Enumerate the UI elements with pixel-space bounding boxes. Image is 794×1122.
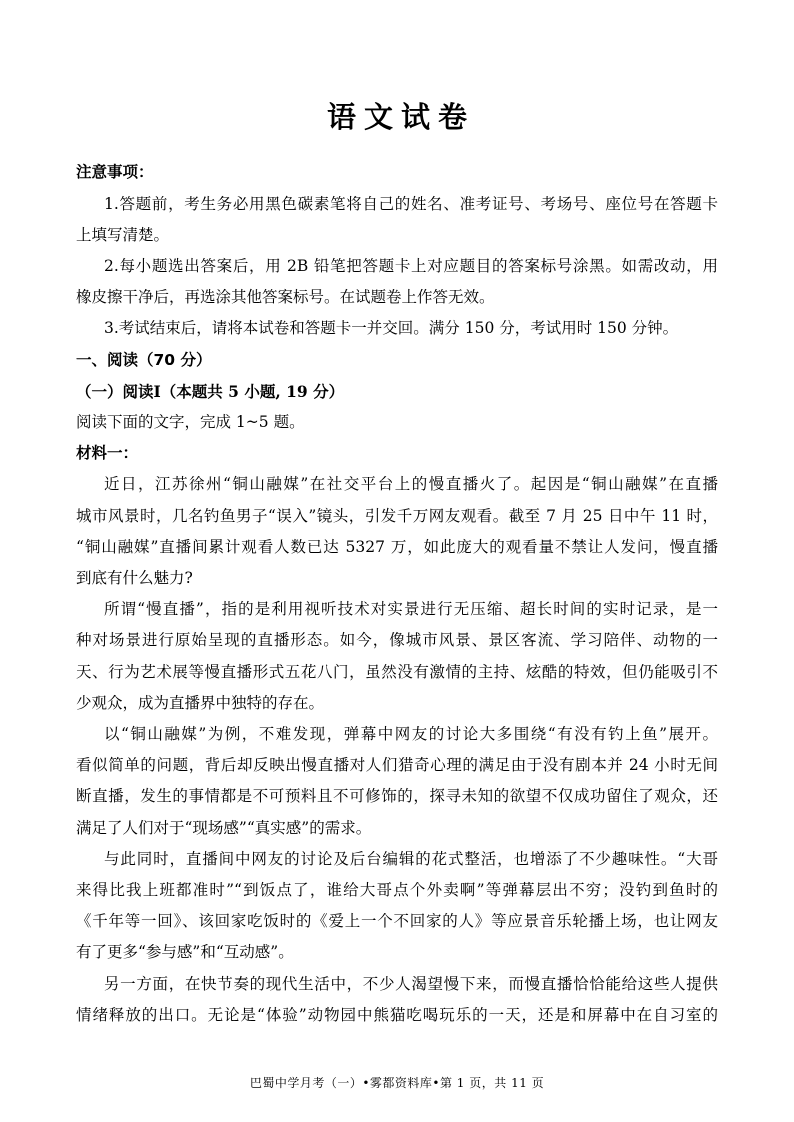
paragraph-1-line-1: 近日，江苏徐州“铜山融媒”在社交平台上的慢直播火了。起因是“铜山融媒”在直播 <box>104 475 718 494</box>
notice-item-3 <box>76 313 718 344</box>
paragraph-5-line-2: 情绪释放的出口。无论是“体验”动物园中熊猫吃喝玩乐的一天，还是和屏幕中在自习室的 <box>76 1005 718 1024</box>
paragraph-3-line-1: 以“铜山融媒”为例，不难发现，弹幕中网友的讨论大多围绕“有没有钓上鱼”展开。 <box>104 725 718 744</box>
section-heading: 一、阅读（70 分） <box>76 350 212 369</box>
paragraph-2-line-3: 天、行为艺术展等慢直播形式五花八门，虽然没有激情的主持、炫酷的特效，但仍能吸引不 <box>76 662 718 681</box>
paragraph-1-line-2: 城市风景时，几名钓鱼男子“误入”镜头，引发千万网友观看。截至 7 月 25 日中午 11 时， <box>76 506 718 525</box>
notice-item-1-line-1: 1.答题前，考生务必用黑色碳素笔将自己的姓名、准考证号、考场号、座位号在答题卡 <box>104 194 718 213</box>
paragraph-1-line-4: 到底有什么魅力? <box>76 569 193 588</box>
notice-item-1-line-2: 上填写清楚。 <box>76 225 170 244</box>
paragraph-4-line-1: 与此同时，直播间中网友的讨论及后台编辑的花式整活，也增添了不少趣味性。“大哥 <box>104 849 718 868</box>
reading-instruction: 阅读下面的文字，完成 1~5 题。 <box>76 413 305 432</box>
paragraph-2-line-4: 少观众，成为直播界中独特的存在。 <box>76 693 325 712</box>
paragraph-3-line-2: 看似简单的问题，背后却反映出慢直播对人们猎奇心理的满足由于没有剧本并 24 小时无间 <box>76 756 718 775</box>
material-paragraph-4 <box>76 844 718 969</box>
notice-heading: 注意事项： <box>76 163 154 182</box>
paragraph-4-line-2: 来得比我上班都准时”“到饭点了，谁给大哥点个外卖啊”等弹幕层出不穷；没钓到鱼时的 <box>76 881 718 900</box>
paragraph-1-line-3: “铜山融媒”直播间累计观看人数已达 5327 万，如此庞大的观看量不禁让人发问，慢直播 <box>76 537 718 556</box>
notice-item-3-line-1: 3.考试结束后，请将本试卷和答题卡一并交回。满分 150 分，考试用时 150 分钟。 <box>104 319 679 338</box>
material-paragraph-2 <box>76 594 718 719</box>
notice-item-2-line-2: 橡皮擦干净后，再选涂其他答案标号。在试题卷上作答无效。 <box>76 288 495 307</box>
exam-title: 语文试卷 <box>326 100 475 134</box>
material-paragraph-1 <box>76 469 718 594</box>
paragraph-2-line-2: 种对场景进行原始呈现的直播形态。如今，像城市风景、景区客流、学习陪伴、动物的一 <box>76 631 718 650</box>
notice-item-2 <box>76 251 718 313</box>
notice-item-2-line-1: 2.每小题选出答案后，用 2B 铅笔把答题卡上对应题目的答案标号涂黑。如需改动，用 <box>104 257 718 275</box>
section-subheading: （一）阅读Ⅰ（本题共 5 小题, 19 分） <box>76 381 345 401</box>
page-body <box>76 157 718 1031</box>
material-paragraph-5 <box>76 969 718 1031</box>
notice-item-1 <box>76 189 718 251</box>
page-footer: 巴蜀中学月考（一）•雾都资料库•第 1 页，共 11 页 <box>249 1076 545 1090</box>
paragraph-3-line-4: 满足了人们对于“现场感”“真实感”的需求。 <box>76 818 372 837</box>
material-label: 材料一： <box>76 444 139 463</box>
paragraph-5-line-1: 另一方面，在快节奏的现代生活中，不少人渴望慢下来，而慢直播恰恰能给这些人提供 <box>104 974 718 993</box>
material-paragraph-3 <box>76 719 718 844</box>
paragraph-4-line-4: 有了更多“参与感”和“互动感”。 <box>76 943 294 962</box>
paragraph-2-line-1: 所谓“慢直播”，指的是利用视听技术对实景进行无压缩、超长时间的实时记录，是一 <box>104 600 718 619</box>
paragraph-4-line-3: 《千年等一回》、该回家吃饭时的《爱上一个不回家的人》等应景音乐轮播上场，也让网友 <box>76 912 718 931</box>
paragraph-3-line-3: 断直播，发生的事情都是不可预料且不可修饰的，探寻未知的欲望不仅成功留住了观众，还 <box>76 787 718 806</box>
